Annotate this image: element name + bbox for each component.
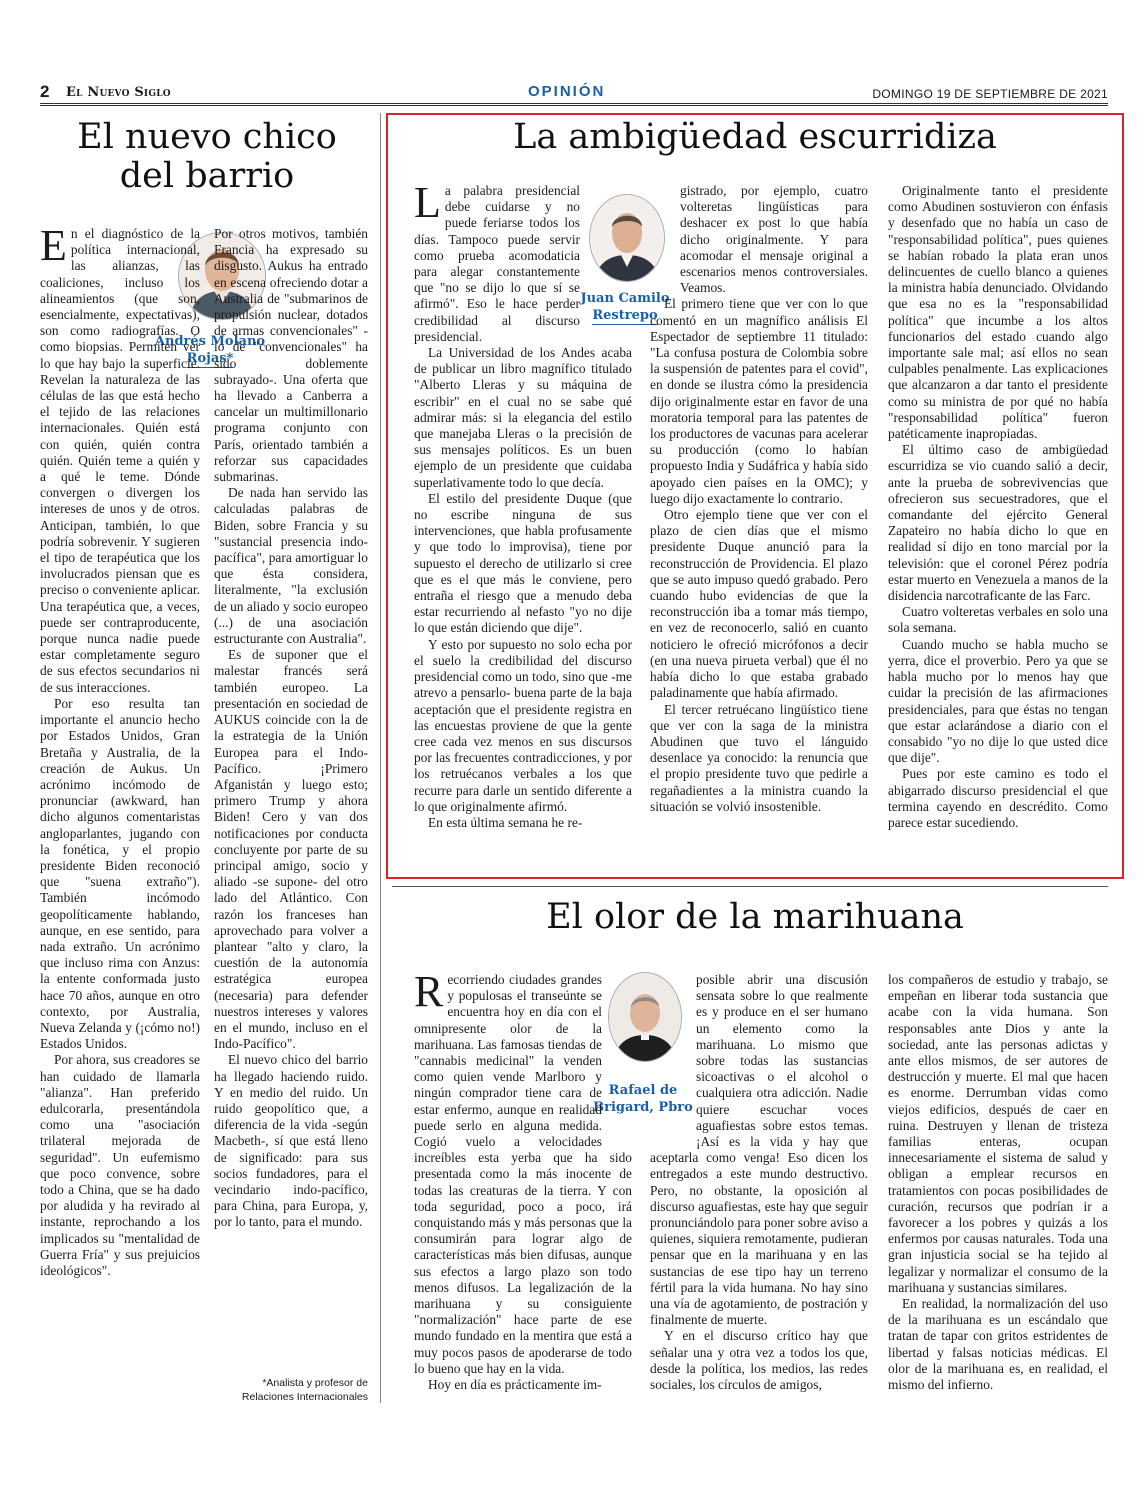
article3-paragraph: los compañeros de estudio y trabajo, se empeñan en liberar toda sustancia que acabe con la vida humana. Son responsables ante Dios y ante la sociedad, ante las personas adictas y ante ellos mismos, de ser autores de destrucción y muerte. El mal que hacen es enorme. Derrumban vidas como viejos edificios, después de caer en ruina. Destruyen y llenan de tristeza familias enteras, ocupan innecesariamente el sistema de salud y obligan a emplear recursos en tratamientos con pocas posibilidades de curación, recursos que podrían ir a favorecer a los pobres y quizás a los enfermos por causas naturales. Toda una gran injusticia social se ha tejido al legalizar y normalizar el consumo de la marihuana y sustancias similares. (888, 972, 1108, 1295)
article1-paragraph: De nada han servido las calculadas palabras de Biden, sobre Francia y su "sustancial presencia indo-pacífica", para amortiguar lo que ésta considera, literalmente, "la exclusión de un aliado y socio europeo (...) de una asociación estructurante con Australia". (214, 485, 368, 647)
author-name-line1: Andrés Molano (154, 334, 266, 349)
header-rule (40, 103, 1108, 104)
author-name-line1: Rafael de (608, 1083, 678, 1098)
article2-paragraph: El último caso de ambigüedad escurridiza se vio cuando salió a decir, ante la prueba de sobrevivencias que ofrecieron sus secuestradores, que el comandante del ejército General Zapateiro no había dicho lo que en realidad sí dijo en tono marcial por la televisión: que el coronel Pérez podría estar muerto en Venezuela a manos de la disidencia narcotraficante de las Farc. (888, 442, 1108, 604)
article2-paragraph: Cuatro volteretas verbales en solo una sola semana. (888, 604, 1108, 636)
article1-column-2 (214, 226, 368, 1376)
author-name-line2: Restrepo (592, 308, 658, 323)
author-name-line2: Rojas* (186, 351, 234, 366)
article2-paragraph: Y esto por supuesto no solo echa por el suelo la credibilidad del discurso presidencial como un todo, sino que -me atrevo a pensarlo- buena parte de la baja aceptación que el presidente registra en las encuestas proviene de que la gente cree cada vez menos en sus discursos por las frecuentes contradicciones, y por los retruécanos verbales a los que recurre para darle un sentido diferente a lo que originalmente afirmó. (414, 636, 632, 814)
article1-paragraph: Es de suponer que el malestar francés será también europeo. La presentación en sociedad de AUKUS coincide con la de la estrategia de la Unión Europea para el Indo-Pacífico. ¡Primero Afganistán y luego esto; primero Trump y ahora Biden! Cero y van dos notificaciones por conducta concluyente por parte de su principal amigo, socio y aliado -se supone- del otro lado del Atlántico. Con razón los franceses han aprovechado para volver a plantear "alto y claro, la cuestión de la autonomía estratégica europea (necesaria) para defender nuestros intereses y valores en el mundo, incluso en el Indo-Pacífico". (214, 647, 368, 1052)
article2-paragraph: Pues por este camino es todo el abigarrado discurso presidencial el que termina cayendo en descrédito. Como parece estar sucediendo. (888, 766, 1108, 830)
page-number: 2 (40, 82, 50, 101)
article2-column-3 (888, 183, 1108, 853)
article2-title (400, 118, 1110, 157)
article3-paragraph: Hoy en día es prácticamente im- (428, 1377, 602, 1393)
article1-paragraph: El nuevo chico del barrio ha llegado haciendo ruido. Y en medio del ruido. Un ruido geopolítico que, a diferencia de la vida -según Macbeth-, sí que está lleno de significado: para sus socios fundadores, para el vecindario indo-pacífico, para China, para Europa, y, por lo tanto, para el mundo. (214, 1052, 368, 1230)
newspaper-name: El Nuevo Siglo (66, 85, 171, 100)
article3-paragraph: Y en el discurso crítico hay que señalar una y otra vez a todos los que, desde la política, los medios, las redes sociales, los círculos de amigos, (650, 1328, 868, 1393)
article2-paragraph: Cuando mucho se habla mucho se yerra, dice el proverbio. Pero ya que se habla mucho por lo menos hay que cuidar la precisión de las afirmaciones presidenciales, para que éstas no tengan que estar aclarándose a diario con el consabido "yo no dije lo que usted dice que dije". (888, 636, 1108, 766)
article2-paragraph: a palabra presidencial debe cuidarse y no puede feriarse todos los días. Tampoco puede servir como prueba acomodaticia para alegar constantemente que "no se dijo lo que sí se afirmó". Eso le hace perder credibilidad al discurso presidencial. (414, 183, 580, 344)
article1-title-line2: del barrio (119, 156, 295, 197)
article2-paragraph: La Universidad de los Andes acaba de publicar un libro magnífico titulado "Alberto Lleras y su máquina de escribir" en el cual no se sabe qué admirar más: si la elegancia del estilo que manejaba Lleras o la precisión de sus mensajes políticos. Es un buen ejemplo de un presidente que cuidaba superlativamente todo lo que decía. (414, 345, 632, 490)
column-divider (380, 113, 381, 1403)
edition-date: DOMINGO 19 DE SEPTIEMBRE DE 2021 (872, 87, 1108, 101)
article2-column-1: La palabra presidencial debe cuidarse y no puede feriarse todos los días. Tampoco puede servir como prueba acomodaticia para alegar constantemente que "no se dijo lo que sí se afirmó". Eso le hace perder credibilidad al discurso presidencial. La Universidad de los Andes acaba de publicar un libro magnífico titulado "Alberto Lleras y su máquina de escribir" en el cual no se sabe qué admirar más: si la elegancia del estilo que manejaba Lleras o la precisión de sus mensajes políticos. Es un buen ejemplo de un presidente que cuidaba superlativamente todo lo que decía. El estilo del presidente Duque (que no escribe ninguna de sus intervenciones, que habla profusamente y que todo lo improvisa), tiene por supuesto el derecho de utilizarlo si cree que es el que más le conviene, pero entraña el riesgo que a menudo deba estar recurriendo al nefasto "yo no dije lo que están diciendo que dije". Y esto por supuesto no solo echa por el suelo la credibilidad del discurso presidencial como un todo, sino que -me atrevo a pensarlo- buena parte de la baja aceptación que el presidente registra en las encuestas proviene de que la gente cree cada vez menos en sus discursos por las frecuentes contradicciones, y por los retruécanos verbales a los que recurre para darle un sentido diferente a lo que originalmente afirmó. En esta última semana he re- (414, 183, 632, 830)
section-label: OPINIÓN (528, 83, 606, 100)
article1-paragraph: n el diagnóstico de la política internacional, las alianzas, las coaliciones, incluso los alineamientos (que son, esencialmente, expectativas), son como radiografías. O como biopsias. Permiten ver lo que hay bajo la superficie. Revelan la naturaleza de las células de las que está hecho el tejido de las relaciones internacionales. Quién está con quién, quién contra quién. Quién teme a quién y a qué le teme. Dónde convergen o divergen los intereses de unos y de otros. Anticipan, también, lo que podría sobrevenir. Y sugieren el tipo de terapéutica que los involucrados piensan que es preciso o conveniente aplicar. Una terapéutica que, a veces, puede ser contraproducente, porque nunca nadie puede estar completamente seguro de sus efectos secundarios ni de sus interacciones. (40, 226, 200, 695)
article2-title-text: La ambigüedad escurridiza (513, 117, 997, 157)
article3-paragraph: posible abrir una discusión sensata sobre lo que realmente es y produce en el ser humano un elemento como la marihuana. Lo mismo que sobre todas las sustancias sicoactivas o el alcohol o cualquiera otra adicción. Nadie quiere escuchar voces aguafiestas sobre estos temas. ¡Así es la vida y hay que aceptarla como venga! Eso dicen los entregados a este mundo destructivo. Pero, no obstante, la oposición al discurso aguafiestas, este hay que seguir pronunciándolo para poner sobre aviso a quienes, siquiera remotamente, pudieran pensar que en la marihuana y en las sustancias de ese tipo hay un terreno fértil para la vida humana. No hay sino una vía de agotamiento, de postración y finalmente de muerte. (650, 972, 868, 1328)
article1-paragraph: Por otros motivos, también Francia ha expresado su disgusto. Aukus ha entrado en escena ofreciendo dotar a Australia de "submarinos de propulsión nuclear, dotados de armas convencionales" -lo de "convencionales" ha sido doblemente subrayado-. Una oferta que ha llevado a Canberra a cancelar un multimillonario programa conjunto con París, orientado también a reforzar sus capacidades submarinas. (214, 226, 368, 485)
article1-title-line1: El nuevo chico (77, 117, 337, 157)
article2-paragraph: El primero tiene que ver con lo que comentó en un magnífico análisis El Espectador de septiembre 11 titulado: "La confusa postura de Colombia sobre la suspensión de patentes para el covid", en donde se ilustra cómo la presidencia dijo originalmente estar en favor de una moratoria temporal para las patentes de los productores de vacunas para acelerar su producción (como lo habían propuesto India y Sudáfrica y había sido apoyado cien países en la OMC); y luego dijo exactamente lo contrario. (650, 296, 868, 506)
article3-column-1: Recorriendo ciudades grandes y populosas el transeúnte se encuentra hoy en día con el omnipresente olor de la marihuana. Las famosas tiendas de "cannabis medicinal" la venden como quien vende Marlboro y ningún comprador tiene cara de estar enfermo, aunque en realidad puede serlo en alguna medida. Cogió vuelo a velocidades increíbles esta yerba que ha sido presentada como la más inocente de todas las creaturas de la tierra. Y con toda seguridad, poco a poco, irá conquistando más y más personas que la consumirán para lograr algo de características más bien difusas, aunque sus efectos a largo plazo son todo menos difusos. La legalización de la marihuana y su consiguiente "normalización" hace parte de ese mundo fundado en la mentira que está a muy pocos pasos de apoderarse de todo lo bueno que hay en la vida. Hoy en día es prácticamente im- (414, 972, 632, 1393)
article2-paragraph: Originalmente tanto el presidente como Abudinen sostuvieron con énfasis y desenfado que no había un caso de "responsabilidad política", pues quienes se habían robado la plata eran unos delincuentes de cuello blanco a quienes la ministra había denunciado. Olvidando que esa no es la "responsabilidad política" que incumbe a los altos funcionarios del estado cuando algo importante sale mal; así ellos no sean culpables penalmente. Las explicaciones que alcanzaron a dar tanto el presidente como su ministra de por qué no había "responsabilidad política" fueron patéticamente inapropiadas. (888, 183, 1108, 442)
article2-paragraph: gistrado, por ejemplo, cuatro volteretas lingüísticas para deshacer ex post lo que había dicho originalmente. Y para acomodar el mensaje original a escenarios menos controversiales. Veamos. (680, 183, 868, 296)
header-rule-2 (40, 105, 1108, 106)
article2-paragraph: En esta última semana he re- (428, 814, 583, 830)
article3-paragraph: En realidad, la normalización del uso de la marihuana es un escándalo que tratan de tapar con gritos estridentes de libertad y falsas noticias médicas. El olor de la marihuana es, en realidad, el mismo del infierno. (888, 1296, 1108, 1393)
article3-column-3 (888, 972, 1108, 1412)
author-name-line1: Juan Camilo (580, 291, 670, 306)
author-footnote: *Analista y profesor de Relaciones Internacionales (241, 1377, 368, 1403)
article1-paragraph: Por ahora, sus creadores se han cuidado de llamarla "alianza". Han preferido edulcorarla, presentándola como una "asociación trilateral mejorada de seguridad". Un eufemismo que poco convence, sobre todo a China, que se ha dado por aludida y ha revirado al instante, reprochando a los implicados su "mentalidad de Guerra Fría" y sus prejuicios ideológicos". (40, 1052, 200, 1278)
article1-column-1: En el diagnóstico de la política internacional, las alianzas, las coaliciones, incluso los alineamientos (que son, esencialmente, expectativas), son como radiografías. O como biopsias. Permiten ver lo que hay bajo la superficie. Revelan la naturaleza de las células de las que está hecho el tejido de las relaciones internacionales. Quién está con quién, quién contra quién. Quién teme a quién y a qué le teme. Dónde convergen o divergen los intereses de unos y de otros. Anticipan, también, lo que podría sobrevenir. Y sugieren el tipo de terapéutica que los involucrados piensan que es preciso o conveniente aplicar. Una terapéutica que, a veces, puede ser contraproducente, porque nunca nadie puede estar completamente seguro de sus efectos secundarios ni de sus interacciones. Por eso resulta tan importante el anuncio hecho por Estados Unidos, Gran Bretaña y Australia, de la creación de Aukus. Un acrónimo incómodo de pronunciar (awkward, han dicho algunos comentaristas angloparlantes, jugando con la fonética, y el propio presidente Biden reconoció que "suena extraño"). También incómodo geopolíticamente hablando, aunque, en ese sentido, para nada extraño. Un acrónimo que incluso rima con Anzus: la entente conformada justo hace 70 años, aunque en otro contexto, por Australia, Nueva Zelanda y (¡cómo no!) Estados Unidos. Por ahora, sus creadores se han cuidado de llamarla "alianza". Han preferido edulcorarla, presentándola como una "asociación trilateral mejorada de seguridad". Un eufemismo que poco convence, sobre todo a China, que se ha dado por aludida y ha revirado al instante, reprochando a los implicados su "mentalidad de Guerra Fría" y sus prejuicios ideológicos". (40, 226, 200, 1278)
article3-title (400, 898, 1110, 937)
article2-paragraph: El estilo del presidente Duque (que no escribe ninguna de sus intervenciones, que habla profusamente y que todo lo improvisa), tiene por supuesto el derecho de utilizarlo si cree que es el que más le conviene, pero entraña el riesgo que a menudo deba estar recurriendo al nefasto "yo no dije lo que están diciendo que dije". (414, 490, 632, 636)
article3-paragraph: ecorriendo ciudades grandes y populosas el transeúnte se encuentra hoy en día con el omnipresente olor de la marihuana. Las famosas tiendas de "cannabis medicinal" la venden como quien vende Marlboro y ningún comprador tiene cara de estar enfermo, aunque en realidad puede serlo en alguna medida. Cogió vuelo a velocidades increíbles esta yerba que ha sido presentada como la más inocente de todas las creaturas de la tierra. Y con toda seguridad, poco a poco, irá conquistando más y más personas que la consumirán para lograr algo de características más bien difusas, aunque sus efectos a largo plazo son todo menos difusos. La legalización de la marihuana y su consiguiente "normalización" hace parte de ese mundo fundado en la mentira que está a muy pocos pasos de apoderarse de todo lo bueno que hay en la vida. (414, 972, 632, 1376)
author-name-line2: Brigard, Pbro (593, 1100, 693, 1115)
article2-paragraph: Otro ejemplo tiene que ver con el plazo de cien días que el mismo presidente Duque anunció para la reconstrucción de Providencia. El plazo que se auto impuso quedó grabado. Pero cuando hubo evidencias de que la reconstrucción iba a tomar más tiempo, en vez de reconocerlo, salió en cuanto noticiero le ofreció micrófonos a decir (en una nueva pirueta verbal) que él no había dicho lo que estaba grabado paladinamente que había afirmado. (650, 507, 868, 701)
article3-column-2 (650, 972, 868, 1412)
article3-title-text: El olor de la marihuana (546, 897, 964, 937)
article2-paragraph: El tercer retruécano lingüístico tiene que ver con la saga de la ministra Abudinen que tuvo el lánguido desenlace ya conocido: la renuncia que el propio presidente tuvo que pedirle a regañadientes a la ministra cuando la situación se volvió insostenible. (650, 701, 868, 814)
article1-title (40, 118, 374, 196)
article1-paragraph: Por eso resulta tan importante el anuncio hecho por Estados Unidos, Gran Bretaña y Australia, de la creación de Aukus. Un acrónimo incómodo de pronunciar (awkward, han dicho algunos comentaristas angloparlantes, jugando con la fonética, y el propio presidente Biden reconoció que "suena extraño"). También incómodo geopolíticamente hablando, aunque, en ese sentido, para nada extraño. Un acrónimo que incluso rima con Anzus: la entente conformada justo hace 70 años, aunque en otro contexto, por Australia, Nueva Zelanda y (¡cómo no!) Estados Unidos. (40, 695, 200, 1052)
article2-column-2 (650, 183, 868, 853)
article-divider (392, 886, 1108, 887)
